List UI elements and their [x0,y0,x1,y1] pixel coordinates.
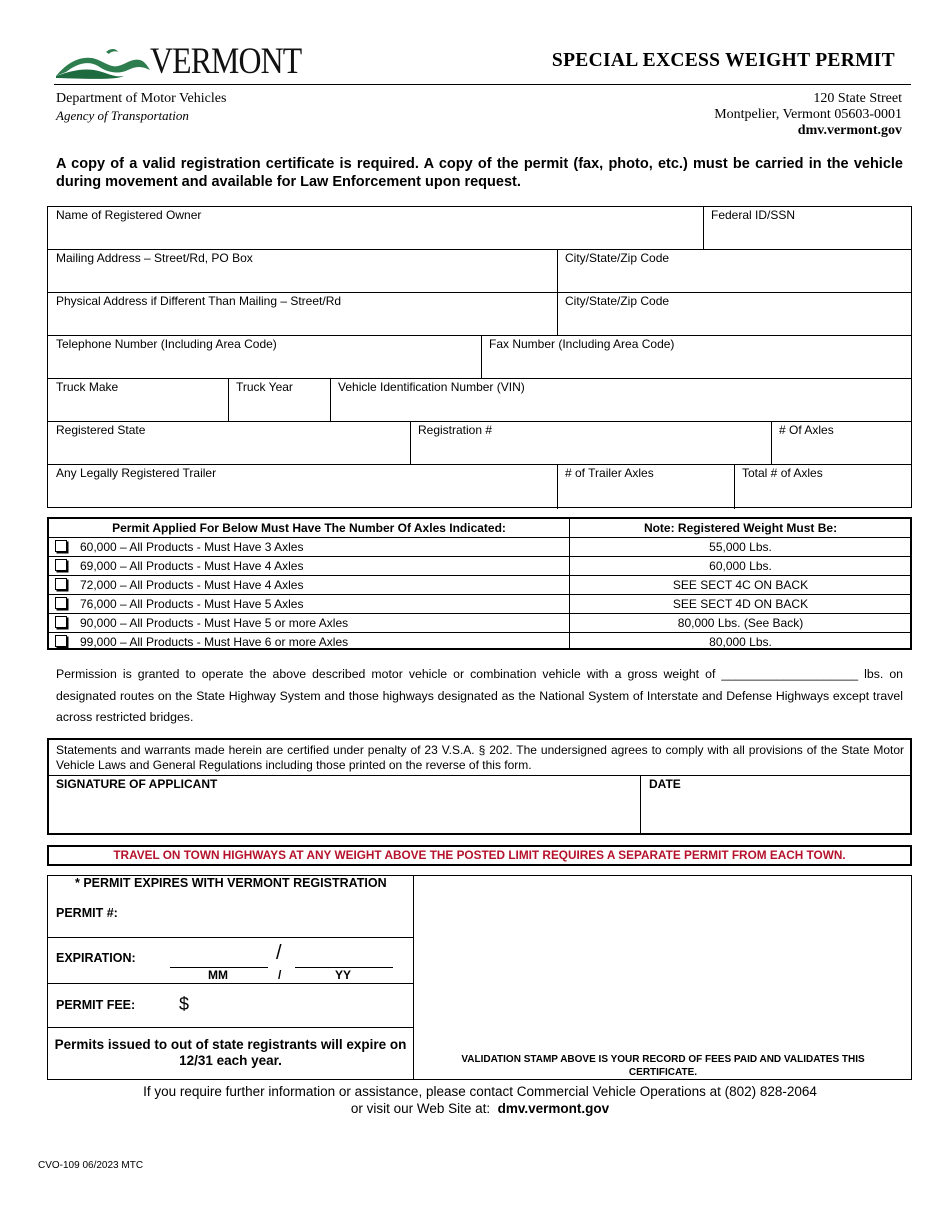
city-state-zip-label: City/State/Zip Code [565,294,670,308]
town-highway-warning: TRAVEL ON TOWN HIGHWAYS AT ANY WEIGHT ABOVE THE POSTED LIMIT REQUIRES A SEPARATE PERMIT FROM EACH TOWN. [47,845,912,866]
month-caption: MM [208,968,228,982]
permit-option-label: 69,000 – All Products - Must Have 4 Axles [80,559,304,573]
mountain-logo-icon [54,46,154,80]
website-prefix: or visit our Web Site at: [350,1101,491,1116]
mailing-city-state-zip-field[interactable] [557,250,913,293]
physical-address-field[interactable] [48,293,557,336]
contact-info [0,1083,950,1117]
trailer-axles-label: # of Trailer Axles [565,466,654,480]
trailer-label: Any Legally Registered Trailer [56,466,217,480]
address-line-2: Montpelier, Vermont 05603-0001 [714,107,902,122]
logo-wordmark: VERMONT [150,41,302,82]
signature-label: SIGNATURE OF APPLICANT [56,777,218,791]
required-weight: 80,000 Lbs. (See Back) [677,616,804,630]
registration-grid [47,206,912,508]
required-weight: SEE SECT 4C ON BACK [672,578,809,592]
certification-box [47,738,912,835]
permit-table-header-left: Permit Applied For Below Must Have The Number Of Axles Indicated: [112,521,506,535]
num-axles-label: # Of Axles [779,423,834,437]
checkbox[interactable] [55,616,67,628]
num-axles-field[interactable] [771,422,913,465]
expires-note: * PERMIT EXPIRES WITH VERMONT REGISTRATION [75,876,387,890]
registration-number-field[interactable] [410,422,771,465]
checkbox[interactable] [55,578,67,590]
registration-number-label: Registration # [418,423,493,437]
office-use-box [47,875,912,1080]
agency-name: Agency of Transportation [56,108,189,123]
checkbox[interactable] [55,635,67,647]
truck-year-field[interactable] [228,379,330,422]
permit-option-label: 76,000 – All Products - Must Have 5 Axles [80,597,304,611]
telephone-label: Telephone Number (Including Area Code) [56,337,277,351]
required-weight: 55,000 Lbs. [709,540,772,554]
permit-type-table [47,517,912,650]
address-line-1: 120 State Street [813,91,902,106]
date-field[interactable] [641,776,910,833]
date-separator: / [276,942,282,964]
mailing-address-field[interactable] [48,250,557,293]
contact-line: If you require further information or assistance, please contact Commercial Vehicle Operations at (802) 828-2064 [143,1084,817,1099]
checkbox[interactable] [55,540,67,552]
form-number: CVO-109 06/2023 MTC [38,1160,144,1171]
table-row[interactable] [49,556,910,576]
form-title: SPECIAL EXCESS WEIGHT PERMIT [551,50,895,71]
federal-id-field[interactable] [703,207,913,250]
table-row[interactable] [49,613,910,633]
checkbox[interactable] [55,559,67,571]
mailing-address-label: Mailing Address – Street/Rd, PO Box [56,251,253,265]
permission-statement: Permission is granted to operate the above described motor vehicle or combination vehicle with a gross weight of ____________________ lbs. on designated routes on the State Highway System and those highways designated as the National System of Interstate and Defense Highways except travel across restricted bridges. [56,667,903,724]
table-row[interactable] [49,575,910,595]
physical-city-state-zip-field[interactable] [557,293,913,336]
required-weight: SEE SECT 4D ON BACK [672,597,809,611]
physical-address-label: Physical Address if Different Than Mailing – Street/Rd [56,294,342,308]
permit-option-label: 90,000 – All Products - Must Have 5 or more Axles [80,616,349,630]
registered-state-label: Registered State [56,423,146,437]
truck-year-label: Truck Year [236,380,293,394]
truck-make-field[interactable] [48,379,228,422]
fax-label: Fax Number (Including Area Code) [489,337,675,351]
permit-number-label: PERMIT #: [56,906,118,920]
dollar-sign: $ [179,994,190,1014]
permit-option-label: 60,000 – All Products - Must Have 3 Axles [80,540,304,554]
slash-caption: / [278,968,282,982]
signature-field[interactable] [49,776,640,833]
total-axles-label: Total # of Axles [742,466,823,480]
telephone-field[interactable] [48,336,481,379]
contact-website-line [0,1100,950,1117]
date-label: DATE [649,777,681,791]
year-caption: YY [335,968,352,982]
table-row[interactable] [49,537,910,557]
table-row[interactable] [49,594,910,614]
registration-notice: A copy of a valid registration certificate is required. A copy of the permit (fax, photo, etc.) must be carried in the vehicle during movement and available for Law Enforcement upon request. [56,156,903,190]
vin-label: Vehicle Identification Number (VIN) [338,380,525,394]
total-axles-field[interactable] [734,465,913,508]
federal-id-label: Federal ID/SSN [711,208,796,222]
vin-field[interactable] [330,379,913,422]
permit-option-label: 99,000 – All Products - Must Have 6 or more Axles [80,635,349,649]
table-row[interactable] [49,632,910,652]
fax-field[interactable] [481,336,913,379]
out-of-state-notice: Permits issued to out of state registrants will expire on 12/31 each year. [54,1037,407,1068]
owner-name-field[interactable] [48,207,703,250]
owner-name-label: Name of Registered Owner [56,208,202,222]
truck-make-label: Truck Make [56,380,119,394]
permit-option-label: 72,000 – All Products - Must Have 4 Axles [80,578,304,592]
required-weight: 60,000 Lbs. [709,559,772,573]
city-state-zip-label: City/State/Zip Code [565,251,670,265]
required-weight: 80,000 Lbs. [709,635,772,649]
trailer-field[interactable] [48,465,557,508]
trailer-axles-field[interactable] [557,465,734,508]
checkbox[interactable] [55,597,67,609]
permit-table-header-right: Note: Registered Weight Must Be: [643,521,838,535]
registered-state-field[interactable] [48,422,410,465]
vermont-logo [54,42,319,82]
header-website: dmv.vermont.gov [797,123,902,138]
website-link[interactable]: dmv.vermont.gov [497,1101,610,1116]
validation-stamp-area [414,876,911,1046]
header-divider [54,84,911,85]
expiration-label: EXPIRATION: [56,951,136,965]
certification-statement: Statements and warrants made herein are certified under penalty of 23 V.S.A. § 202. The undersigned agrees to comply with all provisions of the State Motor Vehicle Laws and General Regulations including those printed on the reverse of this form. [56,743,904,772]
department-name: Department of Motor Vehicles [56,91,227,106]
permit-fee-label: PERMIT FEE: [56,998,136,1012]
validation-stamp-note: VALIDATION STAMP ABOVE IS YOUR RECORD OF FEES PAID AND VALIDATES THIS CERTIFICATE. [461,1054,865,1078]
